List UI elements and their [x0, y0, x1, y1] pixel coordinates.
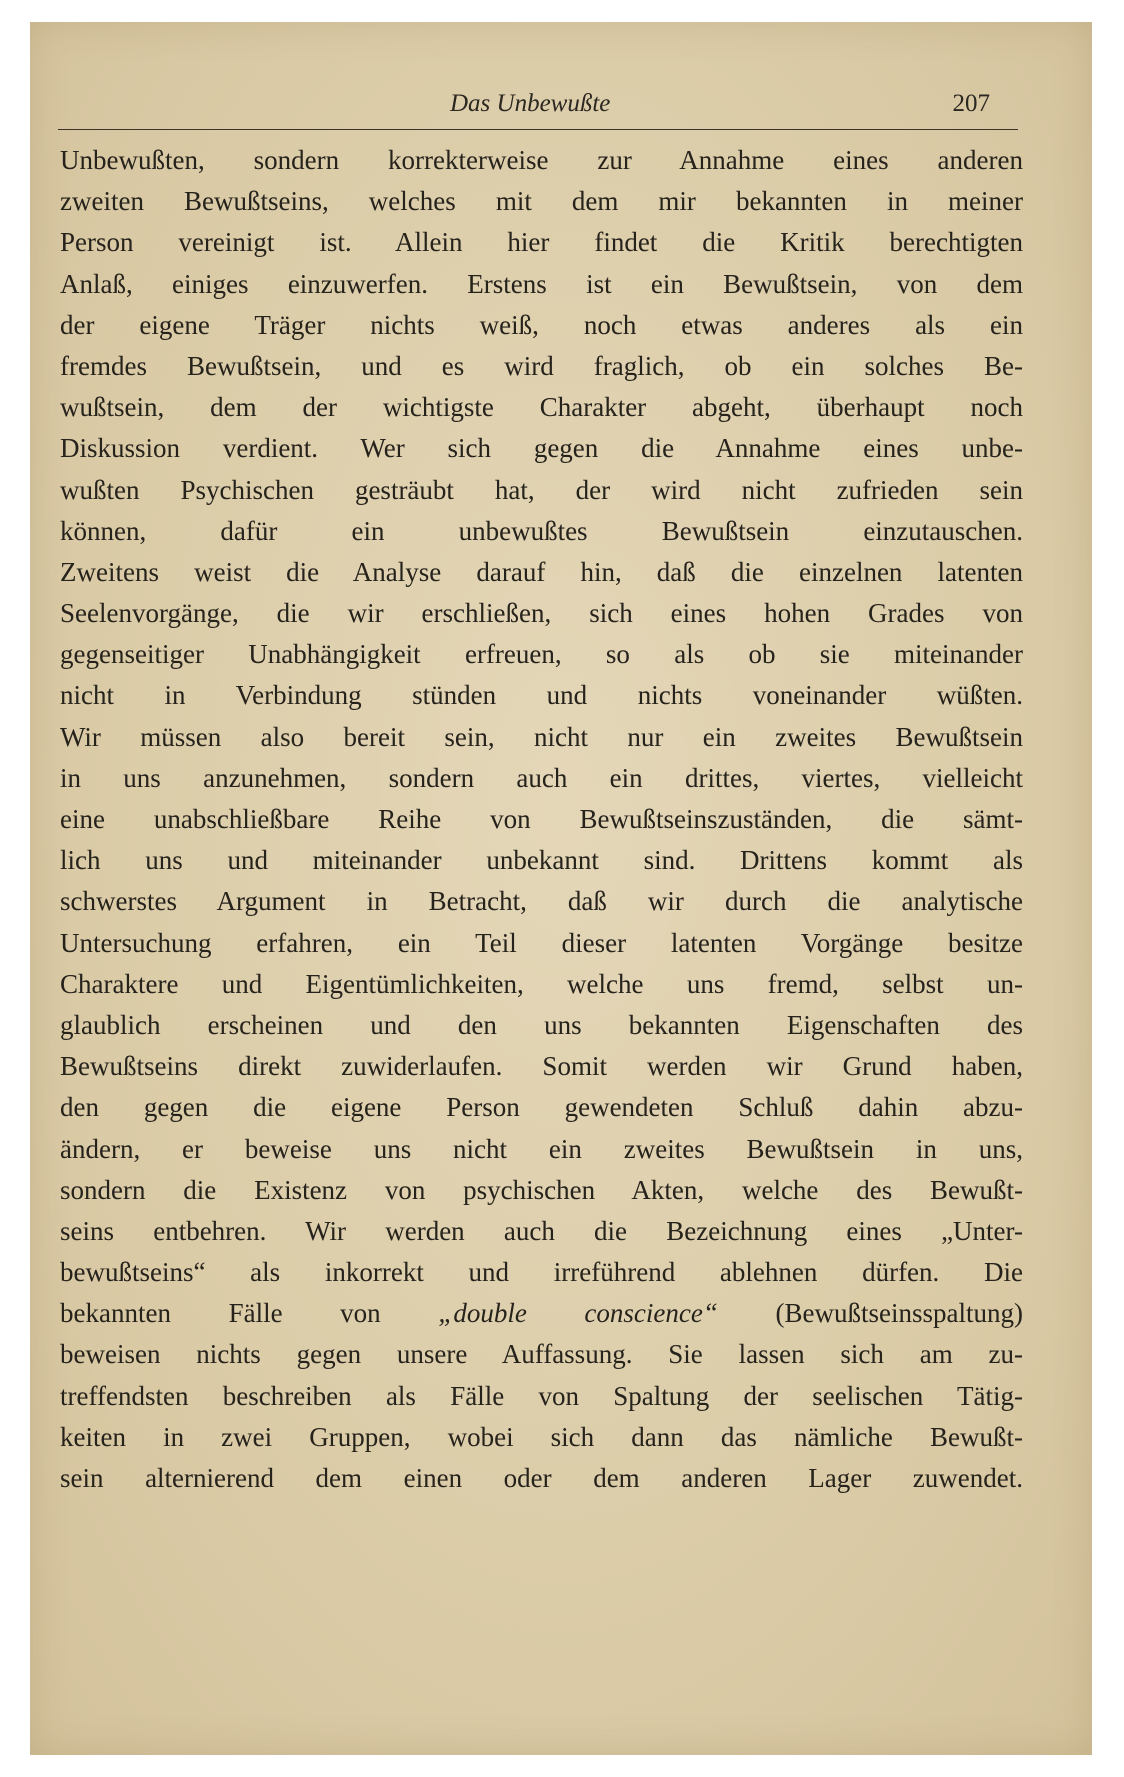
- text-line: keiten in zwei Gruppen, wobei sich dann das nämliche Bewußt-: [60, 1421, 1023, 1452]
- page-number: 207: [952, 90, 990, 117]
- text-line: seins entbehren. Wir werden auch die Bezeichnung eines „Unter-: [60, 1215, 1023, 1246]
- text-line: sein alternierend dem einen oder dem anderen Lager zuwendet.: [60, 1463, 1023, 1493]
- text-line: Charaktere und Eigentümlichkeiten, welche uns fremd, selbst un-: [60, 968, 1023, 999]
- book-page: [30, 22, 1092, 1755]
- text-line-with-italic: [60, 1293, 1023, 1334]
- text-line: der eigene Träger nichts weiß, noch etwas anderes als ein: [60, 309, 1023, 340]
- text-line: können, dafür ein unbewußtes Bewußtsein einzutauschen.: [60, 515, 1023, 546]
- running-head-title: Das Unbewußte: [450, 90, 611, 117]
- header-rule: [58, 129, 1018, 130]
- text-line: Bewußtseins direkt zuwiderlaufen. Somit werden wir Grund haben,: [60, 1051, 1023, 1082]
- text-line: treffendsten beschreiben als Fälle von Spaltung der seelischen Tätig-: [60, 1380, 1023, 1411]
- text-line: den gegen die eigene Person gewendeten Schluß dahin abzu-: [60, 1092, 1023, 1123]
- italic-term: „double conscience“: [438, 1298, 718, 1329]
- text-line: Diskussion verdient. Wer sich gegen die Annahme eines unbe-: [60, 433, 1023, 464]
- running-head: [58, 86, 1018, 126]
- text-line: sondern die Existenz von psychischen Akten, welche des Bewußt-: [60, 1174, 1023, 1205]
- text-line: Zweitens weist die Analyse darauf hin, daß die einzelnen latenten: [60, 556, 1023, 587]
- text-line: schwerstes Argument in Betracht, daß wir durch die analytische: [60, 886, 1023, 917]
- text-line: gegenseitiger Unabhängigkeit erfreuen, so als ob sie miteinander: [60, 639, 1023, 670]
- line-text-before: bekannten Fälle von: [60, 1298, 439, 1329]
- text-line: Seelenvorgänge, die wir erschließen, sich eines hohen Grades von: [60, 598, 1023, 629]
- text-line: bewußtseins“ als inkorrekt und irreführend ablehnen dürfen. Die: [60, 1257, 1023, 1288]
- text-line: Unbewußten, sondern korrekterweise zur Annahme eines anderen: [60, 145, 1023, 175]
- text-line: wußtsein, dem der wichtigste Charakter abgeht, überhaupt noch: [60, 392, 1023, 423]
- text-line: in uns anzunehmen, sondern auch ein drittes, viertes, vielleicht: [60, 762, 1023, 793]
- text-line: zweiten Bewußtseins, welches mit dem mir bekannten in meiner: [60, 186, 1023, 217]
- text-line: Anlaß, einiges einzuwerfen. Erstens ist ein Bewußtsein, von dem: [60, 268, 1023, 299]
- text-line: ändern, er beweise uns nicht ein zweites Bewußtsein in uns,: [60, 1133, 1023, 1164]
- text-line: Wir müssen also bereit sein, nicht nur ein zweites Bewußtsein: [60, 721, 1023, 752]
- body-paragraph: [60, 140, 1023, 1499]
- text-line: Person vereinigt ist. Allein hier findet die Kritik berechtigten: [60, 227, 1023, 258]
- text-line: eine unabschließbare Reihe von Bewußtseinszuständen, die sämt-: [60, 804, 1023, 834]
- text-line: beweisen nichts gegen unsere Auffassung. Sie lassen sich am zu-: [60, 1339, 1023, 1370]
- text-line: Untersuchung erfahren, ein Teil dieser latenten Vorgänge besitze: [60, 927, 1023, 958]
- text-line: nicht in Verbindung stünden und nichts voneinander wüßten.: [60, 680, 1023, 711]
- text-line: glaublich erscheinen und den uns bekannten Eigenschaften des: [60, 1009, 1023, 1040]
- text-line: lich uns und miteinander unbekannt sind. Drittens kommt als: [60, 845, 1023, 876]
- line-text-after: (Bewußtseinsspaltung): [717, 1298, 1023, 1329]
- text-line: wußten Psychischen gesträubt hat, der wird nicht zufrieden sein: [60, 474, 1023, 505]
- text-line: fremdes Bewußtsein, und es wird fraglich, ob ein solches Be-: [60, 350, 1023, 381]
